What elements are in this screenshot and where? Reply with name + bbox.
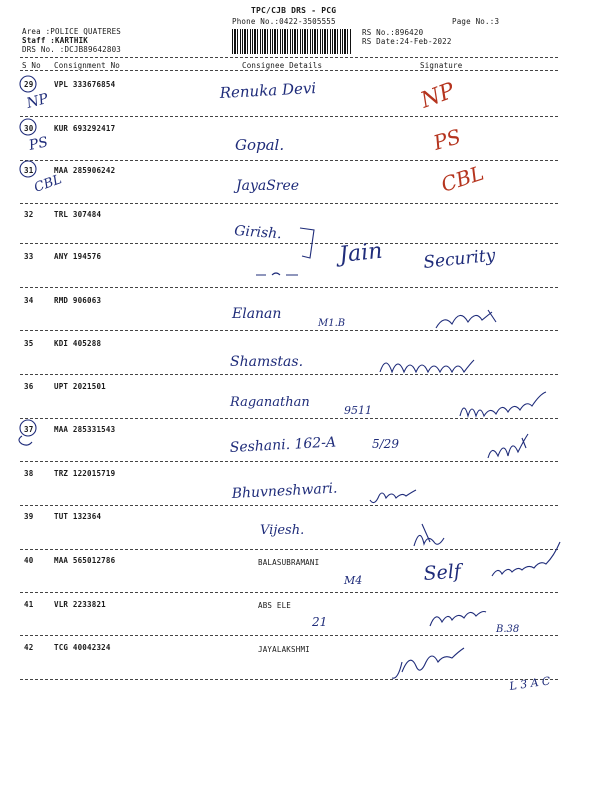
row-consignment: TRL 307484: [54, 210, 102, 219]
handwritten-signature-scribble: [430, 612, 486, 627]
handwritten-consignee: Gopal.: [235, 136, 285, 154]
handwritten-signature-scribble: [414, 524, 444, 546]
dash-mark: [256, 273, 298, 275]
handwritten-signature-scribble: [460, 392, 546, 416]
column-signature: Signature: [420, 61, 463, 70]
row-sno: 30: [24, 124, 34, 133]
row-sno: 38: [24, 469, 34, 478]
handwritten-signature-scribble: [380, 360, 474, 372]
red-ink-mark: CBL: [438, 160, 487, 197]
handwritten-note: B.38: [496, 624, 520, 635]
row-sno: 33: [24, 252, 34, 261]
handwritten-consignee: Seshani. 162-A: [229, 434, 337, 456]
handwritten-signature-scribble: [492, 542, 560, 576]
row-sno: 37: [24, 425, 34, 434]
row-consignment: UPT 2021501: [54, 382, 106, 391]
handwritten-consignee: Jain: [338, 238, 384, 268]
handwritten-signature: Security: [422, 245, 497, 273]
row-sno: 31: [24, 166, 34, 175]
row-consignment: ANY 194576: [54, 252, 102, 261]
handwritten-consignee: Elanan: [232, 306, 282, 322]
column-sno: S No: [22, 61, 41, 70]
handwritten-note: M1.B: [318, 318, 346, 329]
row-consignment: TUT 132364: [54, 512, 102, 521]
rs-date: RS Date:24-Feb-2022: [362, 37, 452, 46]
row-consignee: JAYALAKSHMI: [258, 645, 310, 654]
handwritten-consignee: Renuka Devi: [219, 78, 317, 102]
sno-circle-mark: [20, 76, 36, 92]
row-consignment: VLR 2233821: [54, 600, 106, 609]
rs-number: RS No.:896420: [362, 28, 424, 37]
row-sno: 40: [24, 556, 34, 565]
margin-note: NP: [24, 90, 50, 112]
row-sno: 39: [24, 512, 34, 521]
row-consignment: MAA 285331543: [54, 425, 116, 434]
row-sno: 36: [24, 382, 34, 391]
row-sno: 35: [24, 339, 34, 348]
bracket-mark: [300, 228, 314, 258]
row-consignment: TRZ 122015719: [54, 469, 116, 478]
handwritten-note: 9511: [344, 404, 372, 417]
handwritten-note: M4: [344, 574, 363, 587]
handwritten-signature-scribble: [488, 434, 528, 458]
sno-circle-mark: [20, 119, 36, 135]
handwritten-consignee: Bhuvneshwari.: [231, 480, 338, 502]
document-title: TPC/CJB DRS - PCG: [251, 6, 337, 15]
row-sno: 32: [24, 210, 34, 219]
handwritten-signature-scribble: [370, 490, 416, 503]
pen-mark: [19, 436, 32, 445]
handwritten-note: 21: [312, 615, 328, 629]
handwritten-signature-scribble: [392, 648, 464, 678]
row-sno: 41: [24, 600, 34, 609]
handwritten-note: L 3 A C: [508, 674, 552, 693]
row-consignment: KDI 405288: [54, 339, 102, 348]
column-consignee: Consignee Details: [242, 61, 323, 70]
margin-note: PS: [27, 134, 50, 154]
handwritten-signature-scribble: [436, 310, 496, 328]
row-sno: 29: [24, 80, 34, 89]
handwritten-consignee: Raganathan: [230, 395, 310, 410]
row-consignee: ABS ELE: [258, 601, 292, 610]
row-consignment: KUR 693292417: [54, 124, 116, 133]
page-number: Page No.:3: [452, 17, 500, 26]
row-consignee: BALASUBRAMANI: [258, 558, 320, 567]
row-sno: 34: [24, 296, 34, 305]
phone-number: Phone No.:0422-3505555: [232, 17, 336, 26]
handwritten-consignee: JayaSree: [236, 178, 300, 194]
handwritten-consignee: Shamstas.: [230, 354, 304, 370]
handwritten-signature: Self: [422, 560, 462, 585]
sno-circle-mark: [20, 161, 36, 177]
area-field: Area :POLICE QUATERES: [22, 27, 122, 36]
sno-circle-mark: [20, 420, 36, 436]
handwritten-consignee: Girish.: [233, 223, 283, 243]
column-consignment: Consignment No: [54, 61, 121, 70]
margin-note: CBL: [32, 172, 64, 196]
row-consignment: MAA 565012786: [54, 556, 116, 565]
row-sno: 42: [24, 643, 34, 652]
handwritten-note: 5/29: [372, 437, 399, 451]
red-ink-mark: PS: [430, 124, 464, 155]
row-consignment: RMD 906063: [54, 296, 102, 305]
drs-number: DRS No. :DCJB89642803: [22, 45, 122, 54]
row-consignment: TCG 40042324: [54, 643, 111, 652]
handwritten-consignee: Vijesh.: [260, 523, 305, 538]
red-ink-mark: NP: [417, 78, 459, 114]
row-consignment: MAA 285906242: [54, 166, 116, 175]
staff-field: Staff :KARTHIK: [22, 36, 89, 45]
row-consignment: VPL 333676854: [54, 80, 116, 89]
